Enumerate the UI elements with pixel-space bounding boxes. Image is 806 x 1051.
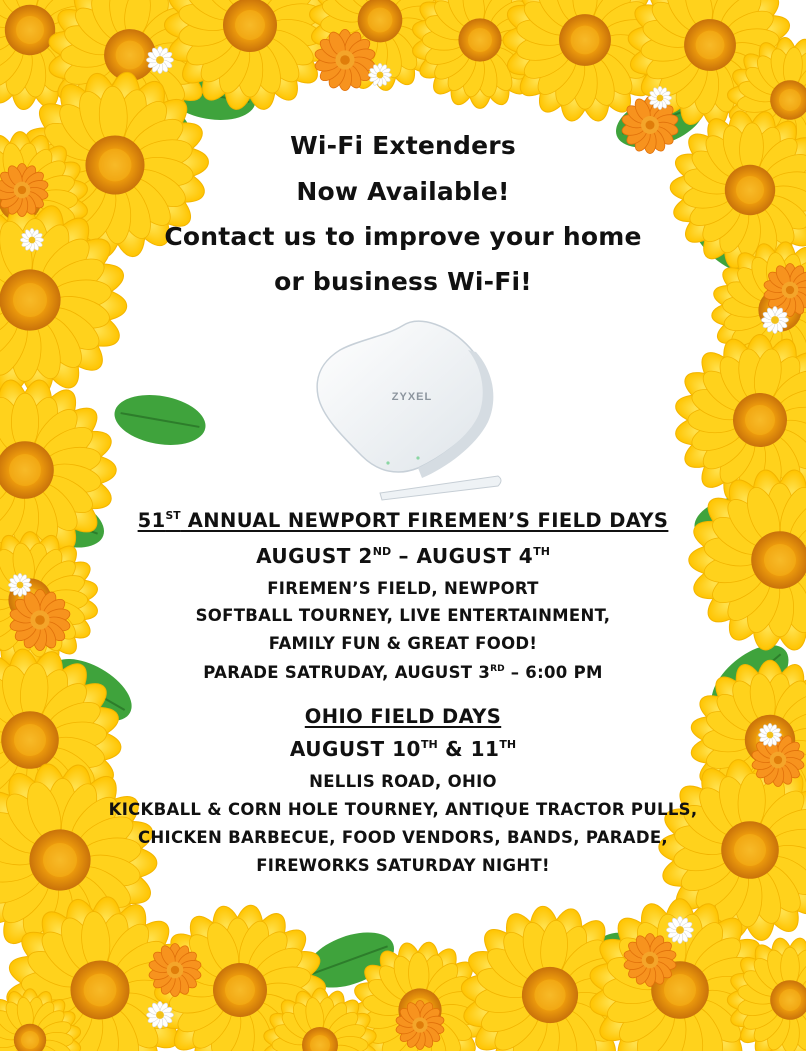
- wifi-extender-image: [300, 308, 505, 503]
- promo-line-3: Contact us to improve your home: [164, 222, 642, 251]
- ohio-event-activities-1: KICKBALL & CORN HOLE TOURNEY, ANTIQUE TRACTOR PULLS,: [108, 800, 698, 819]
- ohio-event-dates: AUGUST 10TH & 11TH: [289, 737, 517, 761]
- ohio-event-location: NELLIS ROAD, OHIO: [309, 772, 497, 791]
- promo-line-4: or business Wi-Fi!: [274, 267, 532, 296]
- ohio-event-activities-3: FIREWORKS SATURDAY NIGHT!: [256, 856, 550, 875]
- newport-event-activities-2: FAMILY FUN & GREAT FOOD!: [268, 634, 538, 653]
- promo-line-1: Wi-Fi Extenders: [290, 131, 516, 160]
- promo-line-2: Now Available!: [296, 177, 510, 206]
- newport-event-parade: PARADE SATRUDAY, AUGUST 3RD – 6:00 PM: [203, 663, 603, 682]
- device-brand-label: ZYXEL: [391, 391, 433, 403]
- ohio-event-activities-2: CHICKEN BARBECUE, FOOD VENDORS, BANDS, PARADE,: [137, 828, 668, 847]
- newport-event-location: FIREMEN’S FIELD, NEWPORT: [267, 579, 539, 598]
- newport-event-title: 51ST ANNUAL NEWPORT FIREMEN’S FIELD DAYS: [137, 508, 669, 532]
- newport-event-dates: AUGUST 2ND – AUGUST 4TH: [256, 544, 550, 568]
- ohio-event-title: OHIO FIELD DAYS: [304, 705, 502, 728]
- newport-event-activities-1: SOFTBALL TOURNEY, LIVE ENTERTAINMENT,: [195, 606, 611, 625]
